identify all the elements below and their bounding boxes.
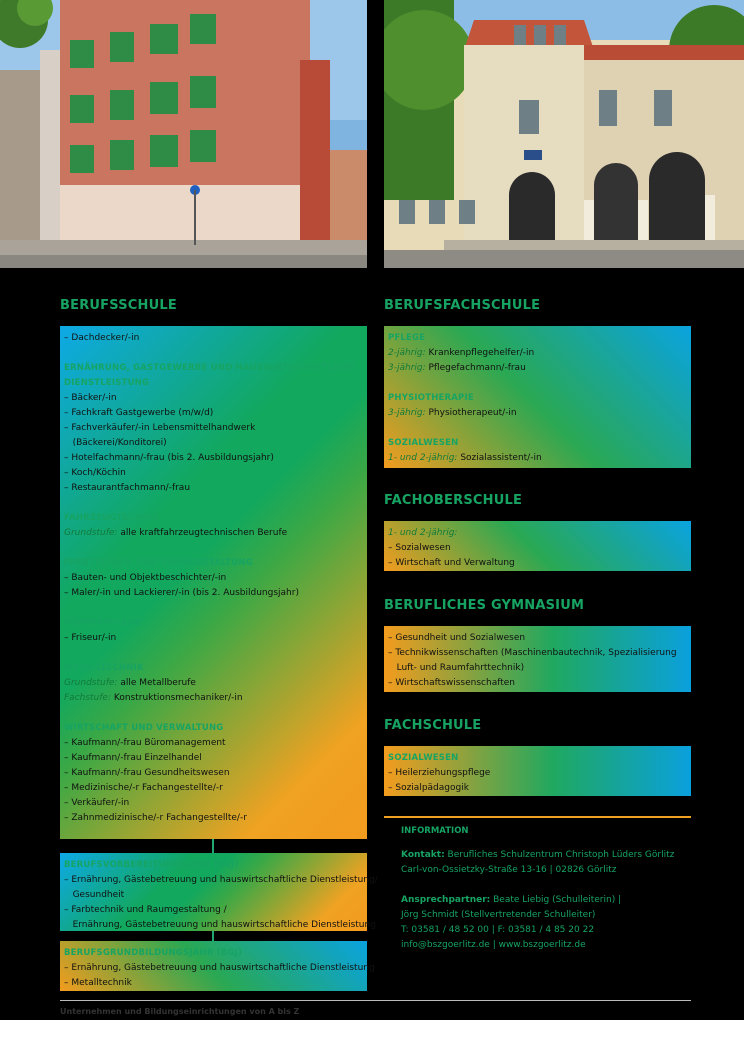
- subsection-heading: FAHRZEUGTECHNIK: [64, 513, 160, 523]
- spacer: [64, 541, 363, 556]
- list-item: – Bauten- und Objektbeschichter/-in: [64, 573, 227, 583]
- stage-label: 3-jährig:: [388, 408, 426, 418]
- list-item: – Hotelfachmann/-frau (bis 2. Ausbildungsjahr): [64, 453, 274, 463]
- list-item: [64, 526, 363, 541]
- list-item: – Wirtschaftswissenschaften: [388, 678, 515, 688]
- spacer: [64, 646, 363, 661]
- section-title-fachschule: FACHSCHULE: [384, 718, 482, 733]
- list-item: – Friseur/-in: [64, 633, 117, 643]
- list-item: – Heilerziehungspflege: [388, 768, 491, 778]
- list-item: – Maler/-in und Lackierer/-in (bis 2. Ausbildungsjahr): [64, 588, 299, 598]
- list-item: Luft- und Raumfahrttechnik): [388, 663, 525, 673]
- fachoberschule-box: [384, 521, 691, 571]
- stage-label: Grundstufe:: [64, 528, 118, 538]
- stage-text: alle Metallberufe: [117, 678, 196, 688]
- spacer: [64, 346, 363, 361]
- list-item: – Fachkraft Gastgewerbe (m/w/d): [64, 408, 214, 418]
- section-title-berufsschule: BERUFSSCHULE: [60, 298, 177, 313]
- subsection-heading: ERNÄHRUNG, GASTGEWERBE UND HAUSWIRTSCHAFTLICHE: [64, 363, 356, 373]
- subsection-heading: BERUFSGRUNDBILDUNGSJAHR (BGJ): [64, 948, 243, 958]
- list-item: [388, 346, 687, 361]
- stage-text: Pflegefachmann/-frau: [425, 363, 526, 373]
- list-item: – Kaufmann/-frau Büromanagement: [64, 738, 226, 748]
- list-item: Gesundheit: [64, 890, 125, 900]
- bvj-box: [60, 853, 378, 931]
- subsection-heading: SOZIALWESEN: [388, 753, 459, 763]
- spacer: [64, 706, 363, 721]
- subsection-heading: PHYSIOTHERAPIE: [388, 393, 474, 403]
- bgj-box: [60, 941, 375, 991]
- stage-text: Konstruktionsmechaniker/-in: [111, 693, 243, 703]
- contact-line: [401, 848, 691, 863]
- email-web-link[interactable]: info@bszgoerlitz.de | www.bszgoerlitz.de: [401, 940, 586, 950]
- list-item: – Dachdecker/-in: [64, 333, 140, 343]
- list-item: – Metalltechnik: [64, 978, 132, 988]
- berufliches-gymnasium-box: [384, 626, 691, 692]
- section-title-berufliches-gymnasium: BERUFLICHES GYMNASIUM: [384, 598, 585, 613]
- stage-label: 1- und 2-jährig:: [388, 453, 458, 463]
- list-item: [388, 451, 687, 466]
- list-item: – Kaufmann/-frau Gesundheitswesen: [64, 768, 230, 778]
- list-item: – Farbtechnik und Raumgestaltung /: [64, 905, 227, 915]
- subsection-heading: SOZIALWESEN: [388, 438, 459, 448]
- berufsschule-box: [60, 326, 367, 839]
- subsection-heading: METALLTECHNIK: [64, 663, 144, 673]
- list-item: [388, 406, 687, 421]
- subsection-heading: WIRTSCHAFT UND VERWALTUNG: [64, 723, 224, 733]
- list-item: – Zahnmedizinische/-r Fachangestellte/-r: [64, 813, 247, 823]
- subsection-heading: BERUFSVORBEREITUNGSJAHR (BVJ): [64, 860, 239, 870]
- list-item: – Wirtschaft und Verwaltung: [388, 558, 515, 568]
- stage-label: 2-jährig:: [388, 348, 426, 358]
- list-item: – Technikwissenschaften (Maschinenbautechnik, Spezialisierung: [388, 648, 677, 658]
- stage-text: alle kraftfahrzeugtechnischen Berufe: [117, 528, 288, 538]
- person-principal: Beate Liebig (Schulleiterin) |: [490, 895, 622, 905]
- photo-modern-building: [0, 0, 367, 268]
- information-block: [384, 816, 691, 953]
- box-connector: [212, 931, 214, 941]
- subsection-heading: DIENSTLEISTUNG: [64, 378, 150, 388]
- person-label: Ansprechpartner:: [401, 895, 491, 905]
- list-item: [64, 676, 363, 691]
- stage-label: Grundstufe:: [64, 678, 118, 688]
- subsection-heading: KÖRPERPFLEGE: [64, 618, 141, 628]
- contact-label: Kontakt:: [401, 850, 445, 860]
- list-item: – Gesundheit und Sozialwesen: [388, 633, 526, 643]
- list-item: – Verkäufer/-in: [64, 798, 130, 808]
- spacer: [388, 421, 687, 436]
- subsection-heading: PFLEGE: [388, 333, 426, 343]
- list-item: – Ernährung, Gästebetreuung und hauswirtschaftliche Dienstleistung/: [64, 875, 378, 885]
- list-item: – Fachverkäufer/-in Lebensmittelhandwerk: [64, 423, 256, 433]
- stage-label: 3-jährig:: [388, 363, 426, 373]
- list-item: [64, 691, 363, 706]
- list-item: [388, 361, 687, 376]
- list-item: – Medizinische/-r Fachangestellte/-r: [64, 783, 223, 793]
- list-item: – Bäcker/-in: [64, 393, 117, 403]
- phone-fax: T: 03581 / 48 52 00 | F: 03581 / 4 85 20 22: [401, 925, 595, 935]
- fachschule-box: [384, 746, 691, 796]
- stage-label: Fachstufe:: [64, 693, 112, 703]
- footer-text: Unternehmen und Bildungseinrichtungen von A bis Z: [60, 1007, 300, 1016]
- list-item: (Bäckerei/Konditorei): [64, 438, 167, 448]
- list-item: – Sozialpädagogik: [388, 783, 469, 793]
- stage-label: 1- und 2-jährig:: [388, 528, 458, 538]
- subsection-heading: FARBTECHNIK UND RAUMGESTALTUNG: [64, 558, 253, 568]
- list-item: Ernährung, Gästebetreuung und hauswirtschaftliche Dienstleistung: [64, 920, 376, 930]
- spacer: [64, 496, 363, 511]
- information-title: INFORMATION: [401, 826, 469, 836]
- box-connector: [212, 839, 214, 853]
- list-item: – Koch/Köchin: [64, 468, 126, 478]
- list-item: – Ernährung, Gästebetreuung und hauswirtschaftliche Dienstleistung: [64, 963, 375, 973]
- stage-text: Krankenpflegehelfer/-in: [425, 348, 535, 358]
- person-line: [401, 893, 691, 908]
- section-title-berufsfachschule: BERUFSFACHSCHULE: [384, 298, 541, 313]
- spacer: [388, 376, 687, 391]
- stage-text: Sozialassistent/-in: [457, 453, 542, 463]
- section-title-fachoberschule: FACHOBERSCHULE: [384, 493, 523, 508]
- contact-school: Berufliches Schulzentrum Christoph Lüders Görlitz: [444, 850, 675, 860]
- stage-text: Physiotherapeut/-in: [425, 408, 517, 418]
- footer: [60, 1000, 691, 1016]
- list-item: – Kaufmann/-frau Einzelhandel: [64, 753, 202, 763]
- photo-historic-building: [384, 0, 744, 268]
- list-item: – Restaurantfachmann/-frau: [64, 483, 191, 493]
- berufsfachschule-box: [384, 326, 691, 468]
- list-item: – Sozialwesen: [388, 543, 451, 553]
- contact-address: Carl-von-Ossietzky-Straße 13-16 | 02826 Görlitz: [401, 865, 617, 875]
- spacer: [64, 601, 363, 616]
- person-deputy: Jörg Schmidt (Stellvertretender Schulleiter): [401, 910, 596, 920]
- list-item: [388, 526, 687, 541]
